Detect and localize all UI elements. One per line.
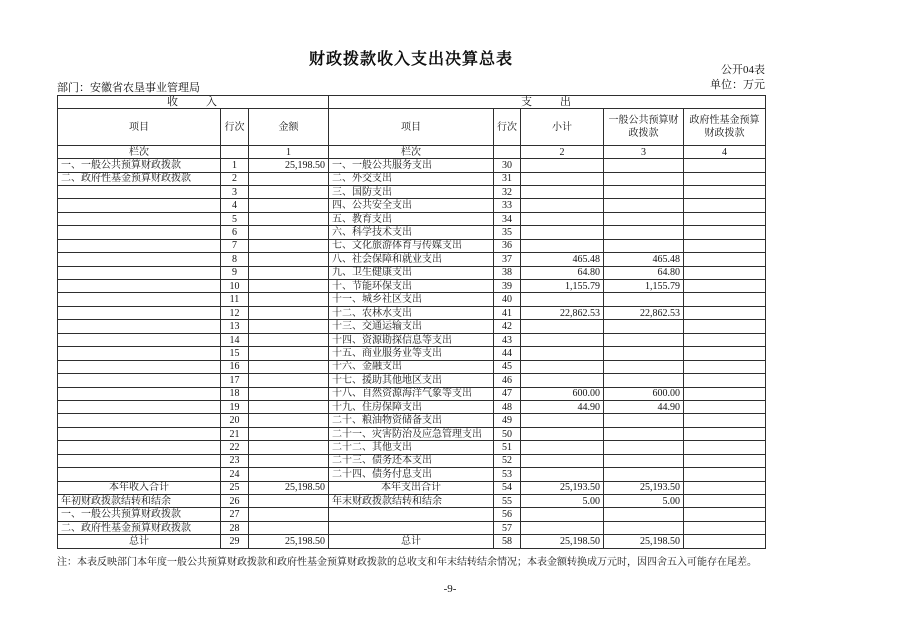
income-item-cell xyxy=(58,293,221,306)
expense-line-no-cell: 39 xyxy=(494,280,521,293)
income-amount-cell xyxy=(249,306,329,319)
table-row xyxy=(58,521,766,534)
expense-line-no-cell: 35 xyxy=(494,226,521,239)
expense-gov-fund-cell xyxy=(684,508,766,521)
expense-general-budget-cell xyxy=(604,226,684,239)
expense-line-no-cell: 51 xyxy=(494,441,521,454)
expense-item-cell: 总计 xyxy=(329,535,494,548)
col-header-gov-fund: 政府性基金预算财政拨款 xyxy=(684,109,766,146)
expense-gov-fund-cell xyxy=(684,387,766,400)
income-item-cell xyxy=(58,414,221,427)
expense-general-budget-cell xyxy=(604,454,684,467)
expense-subtotal-cell xyxy=(521,521,604,534)
expense-subtotal-cell: 64.80 xyxy=(521,266,604,279)
table-row xyxy=(58,199,766,212)
income-item-cell xyxy=(58,387,221,400)
income-line-no-cell: 6 xyxy=(221,226,249,239)
expense-item-cell: 六、科学技术支出 xyxy=(329,226,494,239)
income-amount-cell xyxy=(249,400,329,413)
expense-general-budget-cell: 22,862.53 xyxy=(604,306,684,319)
expense-gov-fund-cell xyxy=(684,495,766,508)
index-cell: 2 xyxy=(521,146,604,159)
income-amount-cell xyxy=(249,185,329,198)
col-header-income-item: 项目 xyxy=(58,109,221,146)
income-item-cell: 一、一般公共预算财政拨款 xyxy=(58,508,221,521)
expense-general-budget-cell xyxy=(604,320,684,333)
expense-general-budget-cell xyxy=(604,427,684,440)
expense-general-budget-cell: 5.00 xyxy=(604,495,684,508)
expense-subtotal-cell: 1,155.79 xyxy=(521,280,604,293)
table-row xyxy=(58,320,766,333)
expense-general-budget-cell xyxy=(604,212,684,225)
expense-item-cell: 八、社会保障和就业支出 xyxy=(329,253,494,266)
table-row xyxy=(58,387,766,400)
expense-gov-fund-cell xyxy=(684,535,766,548)
expense-subtotal-cell xyxy=(521,159,604,172)
expense-general-budget-cell xyxy=(604,360,684,373)
income-item-cell xyxy=(58,306,221,319)
income-amount-cell: 25,198.50 xyxy=(249,481,329,494)
income-item-cell xyxy=(58,400,221,413)
income-line-no-cell: 23 xyxy=(221,454,249,467)
income-item-cell xyxy=(58,280,221,293)
unit-label: 单位：万元 xyxy=(710,79,765,91)
expense-gov-fund-cell xyxy=(684,280,766,293)
income-item-cell: 总计 xyxy=(58,535,221,548)
col-header-income-amount: 金额 xyxy=(249,109,329,146)
income-line-no-cell: 15 xyxy=(221,347,249,360)
table-row xyxy=(58,333,766,346)
table-row xyxy=(58,495,766,508)
table-row xyxy=(58,280,766,293)
expense-subtotal-cell xyxy=(521,468,604,481)
expense-subtotal-cell xyxy=(521,333,604,346)
income-item-cell xyxy=(58,347,221,360)
income-line-no-cell: 3 xyxy=(221,185,249,198)
expense-item-cell: 十三、交通运输支出 xyxy=(329,320,494,333)
expense-gov-fund-cell xyxy=(684,347,766,360)
expense-general-budget-cell: 25,193.50 xyxy=(604,481,684,494)
expense-line-no-cell: 57 xyxy=(494,521,521,534)
col-header-expense-line: 行次 xyxy=(494,109,521,146)
expense-general-budget-cell xyxy=(604,293,684,306)
expense-item-cell: 十四、资源勘探信息等支出 xyxy=(329,333,494,346)
income-item-cell xyxy=(58,266,221,279)
income-amount-cell xyxy=(249,280,329,293)
income-line-no-cell: 22 xyxy=(221,441,249,454)
expense-general-budget-cell xyxy=(604,347,684,360)
income-item-cell xyxy=(58,212,221,225)
expense-line-no-cell: 45 xyxy=(494,360,521,373)
income-amount-cell xyxy=(249,521,329,534)
expense-subtotal-cell xyxy=(521,185,604,198)
expense-item-cell: 五、教育支出 xyxy=(329,212,494,225)
expense-general-budget-cell: 600.00 xyxy=(604,387,684,400)
expense-subtotal-cell xyxy=(521,172,604,185)
col-header-subtotal: 小计 xyxy=(521,109,604,146)
expense-gov-fund-cell xyxy=(684,199,766,212)
income-amount-cell xyxy=(249,360,329,373)
expense-gov-fund-cell xyxy=(684,427,766,440)
table-row xyxy=(58,226,766,239)
expense-line-no-cell: 33 xyxy=(494,199,521,212)
table-row xyxy=(58,427,766,440)
expense-line-no-cell: 53 xyxy=(494,468,521,481)
expense-gov-fund-cell xyxy=(684,293,766,306)
expense-subtotal-cell: 600.00 xyxy=(521,387,604,400)
expense-line-no-cell: 41 xyxy=(494,306,521,319)
table-row xyxy=(58,266,766,279)
table-row xyxy=(58,374,766,387)
income-item-cell xyxy=(58,333,221,346)
expense-item-cell: 十一、城乡社区支出 xyxy=(329,293,494,306)
income-amount-cell xyxy=(249,374,329,387)
expense-line-no-cell: 32 xyxy=(494,185,521,198)
expense-general-budget-cell xyxy=(604,239,684,252)
income-amount-cell xyxy=(249,266,329,279)
expense-subtotal-cell: 465.48 xyxy=(521,253,604,266)
expense-general-budget-cell xyxy=(604,172,684,185)
expense-item-cell: 十、节能环保支出 xyxy=(329,280,494,293)
income-line-no-cell: 27 xyxy=(221,508,249,521)
table-body xyxy=(58,159,766,549)
expense-subtotal-cell xyxy=(521,347,604,360)
expense-gov-fund-cell xyxy=(684,468,766,481)
expense-general-budget-cell xyxy=(604,508,684,521)
expense-general-budget-cell xyxy=(604,199,684,212)
expense-line-no-cell: 40 xyxy=(494,293,521,306)
income-amount-cell xyxy=(249,320,329,333)
income-line-no-cell: 24 xyxy=(221,468,249,481)
expense-gov-fund-cell xyxy=(684,360,766,373)
expense-subtotal-cell: 5.00 xyxy=(521,495,604,508)
expense-item-cell: 三、国防支出 xyxy=(329,185,494,198)
income-item-cell: 二、政府性基金预算财政拨款 xyxy=(58,172,221,185)
income-amount-cell xyxy=(249,333,329,346)
income-item-cell xyxy=(58,239,221,252)
income-amount-cell xyxy=(249,293,329,306)
expense-general-budget-cell xyxy=(604,441,684,454)
expense-subtotal-cell xyxy=(521,199,604,212)
expense-general-budget-cell xyxy=(604,521,684,534)
expense-item-cell: 九、卫生健康支出 xyxy=(329,266,494,279)
department-label: 部门：安徽省农垦事业管理局 xyxy=(57,82,200,94)
table-row xyxy=(58,293,766,306)
expense-gov-fund-cell xyxy=(684,441,766,454)
table-row xyxy=(58,400,766,413)
table-row xyxy=(58,360,766,373)
table-row xyxy=(58,441,766,454)
section-header-row xyxy=(58,96,766,109)
income-item-cell xyxy=(58,454,221,467)
income-amount-cell xyxy=(249,212,329,225)
expense-item-cell: 十七、援助其他地区支出 xyxy=(329,374,494,387)
expense-gov-fund-cell xyxy=(684,212,766,225)
income-line-no-cell: 14 xyxy=(221,333,249,346)
column-header-row xyxy=(58,109,766,146)
expense-item-cell xyxy=(329,521,494,534)
income-amount-cell xyxy=(249,441,329,454)
table-row xyxy=(58,508,766,521)
income-amount-cell xyxy=(249,172,329,185)
expense-item-cell: 十二、农林水支出 xyxy=(329,306,494,319)
table-row xyxy=(58,454,766,467)
income-amount-cell xyxy=(249,454,329,467)
expense-item-cell: 七、文化旅游体育与传媒支出 xyxy=(329,239,494,252)
expense-line-no-cell: 37 xyxy=(494,253,521,266)
expense-gov-fund-cell xyxy=(684,374,766,387)
income-line-no-cell: 5 xyxy=(221,212,249,225)
expense-line-no-cell: 38 xyxy=(494,266,521,279)
expense-item-cell: 二十、粮油物资储备支出 xyxy=(329,414,494,427)
expense-general-budget-cell xyxy=(604,468,684,481)
income-amount-cell: 25,198.50 xyxy=(249,535,329,548)
expense-gov-fund-cell xyxy=(684,481,766,494)
income-amount-cell xyxy=(249,495,329,508)
income-line-no-cell: 10 xyxy=(221,280,249,293)
income-line-no-cell: 20 xyxy=(221,414,249,427)
expense-item-cell: 二十二、其他支出 xyxy=(329,441,494,454)
expense-gov-fund-cell xyxy=(684,239,766,252)
income-item-cell: 本年收入合计 xyxy=(58,481,221,494)
index-cell: 3 xyxy=(604,146,684,159)
index-cell: 栏次 xyxy=(329,146,494,159)
income-amount-cell xyxy=(249,387,329,400)
expense-line-no-cell: 50 xyxy=(494,427,521,440)
expense-subtotal-cell xyxy=(521,226,604,239)
expense-subtotal-cell: 25,198.50 xyxy=(521,535,604,548)
col-header-general-budget: 一般公共预算财政拨款 xyxy=(604,109,684,146)
expense-subtotal-cell xyxy=(521,441,604,454)
table-row xyxy=(58,253,766,266)
table-row xyxy=(58,414,766,427)
income-line-no-cell: 28 xyxy=(221,521,249,534)
expense-line-no-cell: 44 xyxy=(494,347,521,360)
expense-line-no-cell: 31 xyxy=(494,172,521,185)
expense-line-no-cell: 46 xyxy=(494,374,521,387)
expense-item-cell xyxy=(329,508,494,521)
table-row xyxy=(58,468,766,481)
income-line-no-cell: 19 xyxy=(221,400,249,413)
page-title: 财政拨款收入支出决算总表 xyxy=(308,51,513,68)
table-row xyxy=(58,172,766,185)
expense-general-budget-cell: 1,155.79 xyxy=(604,280,684,293)
expense-subtotal-cell xyxy=(521,360,604,373)
expense-line-no-cell: 49 xyxy=(494,414,521,427)
expense-item-cell: 十九、住房保障支出 xyxy=(329,400,494,413)
table-code-label: 公开04表 xyxy=(721,64,765,76)
expense-subtotal-cell xyxy=(521,454,604,467)
income-amount-cell xyxy=(249,347,329,360)
expense-line-no-cell: 48 xyxy=(494,400,521,413)
table-row xyxy=(58,185,766,198)
expense-line-no-cell: 47 xyxy=(494,387,521,400)
expense-line-no-cell: 56 xyxy=(494,508,521,521)
expense-line-no-cell: 52 xyxy=(494,454,521,467)
expense-gov-fund-cell xyxy=(684,333,766,346)
expense-subtotal-cell xyxy=(521,414,604,427)
income-line-no-cell: 25 xyxy=(221,481,249,494)
expense-gov-fund-cell xyxy=(684,400,766,413)
income-line-no-cell: 8 xyxy=(221,253,249,266)
expense-line-no-cell: 55 xyxy=(494,495,521,508)
column-index-row xyxy=(58,146,766,159)
expense-general-budget-cell xyxy=(604,185,684,198)
expense-subtotal-cell xyxy=(521,239,604,252)
expense-general-budget-cell: 25,198.50 xyxy=(604,535,684,548)
expense-subtotal-cell xyxy=(521,508,604,521)
income-line-no-cell: 11 xyxy=(221,293,249,306)
table-row xyxy=(58,159,766,172)
expense-line-no-cell: 30 xyxy=(494,159,521,172)
expense-general-budget-cell xyxy=(604,159,684,172)
income-line-no-cell: 1 xyxy=(221,159,249,172)
income-item-cell xyxy=(58,427,221,440)
expense-line-no-cell: 36 xyxy=(494,239,521,252)
index-cell: 1 xyxy=(249,146,329,159)
income-line-no-cell: 7 xyxy=(221,239,249,252)
income-amount-cell xyxy=(249,427,329,440)
expense-item-cell: 二十四、债务付息支出 xyxy=(329,468,494,481)
expense-item-cell: 二十三、债务还本支出 xyxy=(329,454,494,467)
expense-gov-fund-cell xyxy=(684,185,766,198)
expense-gov-fund-cell xyxy=(684,226,766,239)
income-line-no-cell: 29 xyxy=(221,535,249,548)
expense-item-cell: 二、外交支出 xyxy=(329,172,494,185)
income-line-no-cell: 17 xyxy=(221,374,249,387)
income-item-cell xyxy=(58,253,221,266)
table-row xyxy=(58,212,766,225)
expense-gov-fund-cell xyxy=(684,521,766,534)
expense-gov-fund-cell xyxy=(684,159,766,172)
expense-item-cell: 二十一、灾害防治及应急管理支出 xyxy=(329,427,494,440)
expense-gov-fund-cell xyxy=(684,414,766,427)
expense-gov-fund-cell xyxy=(684,454,766,467)
income-line-no-cell: 26 xyxy=(221,495,249,508)
expense-item-cell: 年末财政拨款结转和结余 xyxy=(329,495,494,508)
index-cell xyxy=(221,146,249,159)
index-cell: 4 xyxy=(684,146,766,159)
income-amount-cell xyxy=(249,468,329,481)
expense-line-no-cell: 42 xyxy=(494,320,521,333)
table-row xyxy=(58,239,766,252)
table-note: 注：本表反映部门本年度一般公共预算财政拨款和政府性基金预算财政拨款的总收支和年末结转结余情况；本表金额转换成万元时，因四舍五入可能存在尾差。 xyxy=(57,557,757,568)
income-amount-cell xyxy=(249,508,329,521)
income-line-no-cell: 16 xyxy=(221,360,249,373)
col-header-expense-item: 项目 xyxy=(329,109,494,146)
income-item-cell xyxy=(58,320,221,333)
income-line-no-cell: 13 xyxy=(221,320,249,333)
income-line-no-cell: 4 xyxy=(221,199,249,212)
expense-line-no-cell: 58 xyxy=(494,535,521,548)
expense-item-cell: 本年支出合计 xyxy=(329,481,494,494)
expense-subtotal-cell xyxy=(521,374,604,387)
income-item-cell xyxy=(58,360,221,373)
income-line-no-cell: 18 xyxy=(221,387,249,400)
expense-item-cell: 十六、金融支出 xyxy=(329,360,494,373)
expense-line-no-cell: 34 xyxy=(494,212,521,225)
expense-item-cell: 十五、商业服务业等支出 xyxy=(329,347,494,360)
expense-gov-fund-cell xyxy=(684,172,766,185)
expense-item-cell: 一、一般公共服务支出 xyxy=(329,159,494,172)
income-amount-cell xyxy=(249,226,329,239)
income-item-cell: 一、一般公共预算财政拨款 xyxy=(58,159,221,172)
income-amount-cell xyxy=(249,253,329,266)
income-item-cell: 二、政府性基金预算财政拨款 xyxy=(58,521,221,534)
income-amount-cell: 25,198.50 xyxy=(249,159,329,172)
table-row xyxy=(58,535,766,548)
expense-line-no-cell: 54 xyxy=(494,481,521,494)
income-line-no-cell: 21 xyxy=(221,427,249,440)
income-item-cell xyxy=(58,441,221,454)
expense-section-header: 支 出 xyxy=(329,96,766,109)
income-item-cell xyxy=(58,468,221,481)
expense-item-cell: 四、公共安全支出 xyxy=(329,199,494,212)
expense-subtotal-cell: 44.90 xyxy=(521,400,604,413)
expense-general-budget-cell: 44.90 xyxy=(604,400,684,413)
page-number: -9- xyxy=(443,583,457,595)
expense-gov-fund-cell xyxy=(684,306,766,319)
expense-general-budget-cell xyxy=(604,374,684,387)
expense-line-no-cell: 43 xyxy=(494,333,521,346)
income-section-header: 收 入 xyxy=(58,96,329,109)
expense-subtotal-cell xyxy=(521,320,604,333)
income-amount-cell xyxy=(249,199,329,212)
expense-general-budget-cell: 465.48 xyxy=(604,253,684,266)
index-cell: 栏次 xyxy=(58,146,221,159)
expense-subtotal-cell: 25,193.50 xyxy=(521,481,604,494)
table-row xyxy=(58,481,766,494)
expense-general-budget-cell: 64.80 xyxy=(604,266,684,279)
expense-subtotal-cell xyxy=(521,293,604,306)
budget-summary-table xyxy=(57,95,766,549)
income-line-no-cell: 12 xyxy=(221,306,249,319)
income-amount-cell xyxy=(249,239,329,252)
table-row xyxy=(58,347,766,360)
income-item-cell: 年初财政拨款结转和结余 xyxy=(58,495,221,508)
index-cell xyxy=(494,146,521,159)
income-line-no-cell: 2 xyxy=(221,172,249,185)
income-line-no-cell: 9 xyxy=(221,266,249,279)
expense-gov-fund-cell xyxy=(684,266,766,279)
income-item-cell xyxy=(58,226,221,239)
expense-subtotal-cell xyxy=(521,427,604,440)
expense-general-budget-cell xyxy=(604,333,684,346)
expense-subtotal-cell xyxy=(521,212,604,225)
table-row xyxy=(58,306,766,319)
income-amount-cell xyxy=(249,414,329,427)
income-item-cell xyxy=(58,199,221,212)
col-header-income-line: 行次 xyxy=(221,109,249,146)
expense-gov-fund-cell xyxy=(684,253,766,266)
income-item-cell xyxy=(58,374,221,387)
income-item-cell xyxy=(58,185,221,198)
expense-general-budget-cell xyxy=(604,414,684,427)
expense-subtotal-cell: 22,862.53 xyxy=(521,306,604,319)
expense-gov-fund-cell xyxy=(684,320,766,333)
expense-item-cell: 十八、自然资源海洋气象等支出 xyxy=(329,387,494,400)
